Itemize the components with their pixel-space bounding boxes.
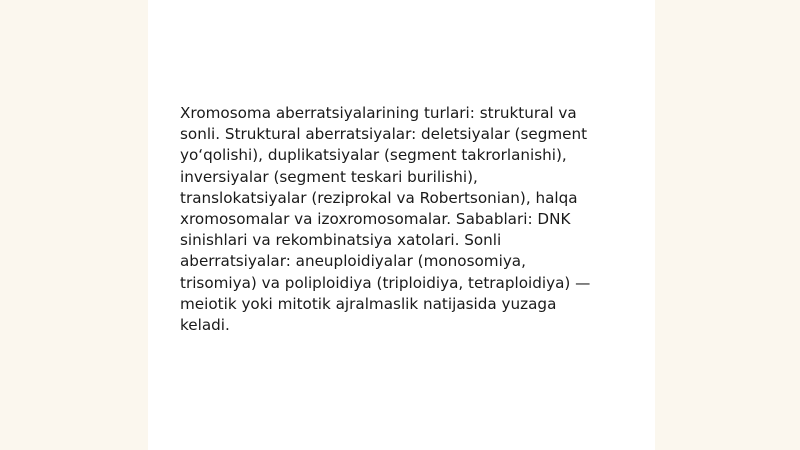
body-paragraph <box>180 103 630 336</box>
document-page <box>148 0 655 450</box>
paragraph-line: yo‘qolishi), duplikatsiyalar (segment takrorlanishi), <box>180 146 567 165</box>
paragraph-line: xromosomalar va izoxromosomalar. Sabablari: DNK <box>180 210 571 229</box>
paragraph-line: sonli. Struktural aberratsiyalar: deletsiyalar (segment <box>180 125 588 144</box>
paragraph-line: meiotik yoki mitotik ajralmaslik natijasida yuzaga <box>180 294 557 313</box>
paragraph-line: trisomiya) va poliploidiya (triploidiya, tetraploidiya) — <box>180 273 591 292</box>
paragraph-line: Xromosoma aberratsiyalarining turlari: struktural va <box>180 104 577 122</box>
paragraph-line: aberratsiyalar: aneuploidiyalar (monosomiya, <box>180 252 526 271</box>
paragraph-line: translokatsiyalar (reziprokal va Robertsonian), halqa <box>180 188 578 207</box>
paragraph-line: keladi. <box>180 316 230 335</box>
paragraph-line: sinishlari va rekombinatsiya xatolari. Sonli <box>180 231 502 250</box>
paragraph-line: inversiyalar (segment teskari burilishi), <box>180 167 478 186</box>
